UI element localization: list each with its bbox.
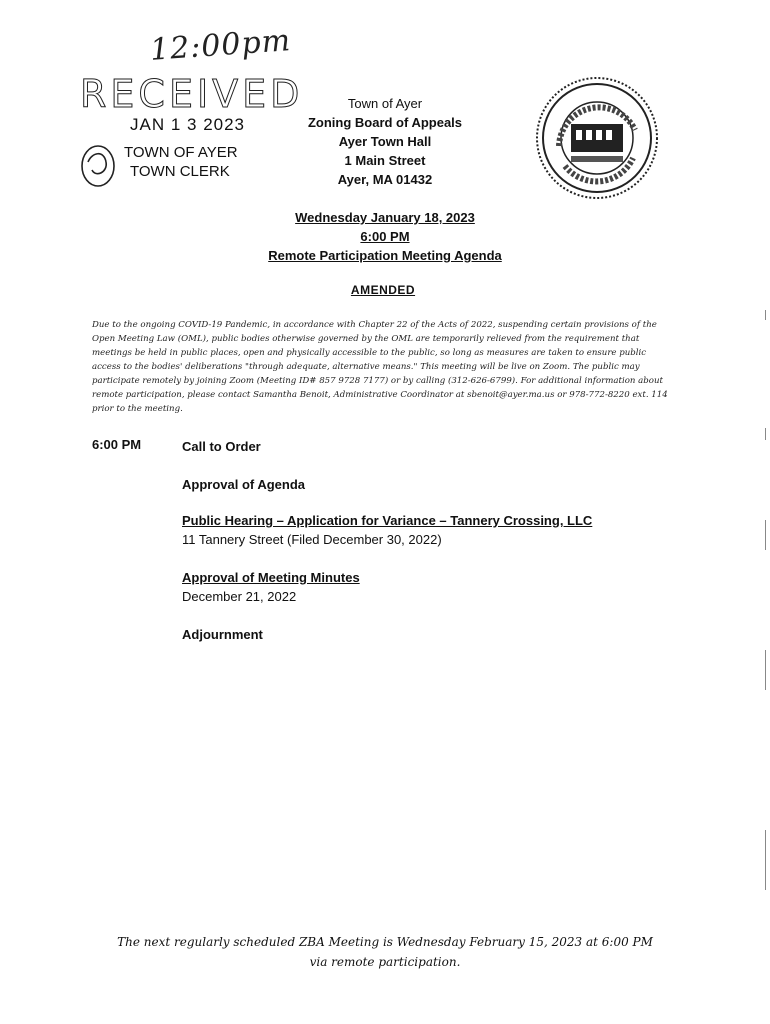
scan-artifact (765, 650, 766, 690)
scan-artifact (765, 830, 766, 890)
clerk-initials-mark (78, 140, 118, 188)
agenda-item-head: Call to Order (182, 439, 261, 454)
agenda-item-detail: 11 Tannery Street (Filed December 30, 2022) (182, 532, 442, 547)
stamp-town-line1: TOWN OF AYER (124, 144, 238, 161)
agenda-item-public-hearing (182, 511, 592, 549)
stamp-town-clerk (124, 143, 238, 181)
town-seal-icon (535, 76, 659, 200)
building-name: Ayer Town Hall (338, 134, 432, 149)
stamp-town-line2: TOWN CLERK (130, 163, 230, 180)
meeting-time: 6:00 PM (360, 229, 410, 244)
agenda-item-detail: December 21, 2022 (182, 589, 297, 604)
amended-label: AMENDED (350, 283, 416, 297)
meeting-type: Remote Participation Meeting Agenda (268, 248, 502, 263)
meeting-date: Wednesday January 18, 2023 (295, 210, 475, 225)
town-name: Town of Ayer (347, 96, 423, 111)
scan-artifact (765, 428, 766, 440)
agenda-item-head: Approval of Meeting Minutes (182, 570, 360, 585)
received-stamp: RECEIVED (80, 72, 304, 116)
covid-notice: Due to the ongoing COVID-19 Pandemic, in accordance with Chapter 22 of the Acts of 2022, suspending certain provisions of the Open Meeting Law (OML), public bodies otherwise governed by the OML are temporarily relieved from the requirement that meetings be held in public places, open and physically accessible to the public, so long as measures are taken to ensure public access to the bodies' deliberations "through adequate, alternative means." This meeting will be live on Zoom. The public may participate remotely by joining Zoom (Meeting ID# 857 9728 7177) or by calling (312-626-6799). For additional information about remote participation, please contact Samantha Benoit, Administrative Coordinator at sbenoit@ayer.ma.us or 978-772-8220 ext. 114 prior to the meeting. (92, 320, 668, 414)
agenda-start-time: 6:00 PM (92, 437, 142, 452)
next-meeting-line2: via remote participation. (309, 955, 461, 969)
next-meeting-note (0, 932, 770, 972)
stamp-date: JAN 1 3 2023 (130, 115, 246, 134)
header-address (285, 94, 485, 189)
next-meeting-line1: The next regularly scheduled ZBA Meeting is Wednesday February 15, 2023 at 6:00 PM (117, 935, 653, 949)
agenda-item-approval-of-minutes (182, 568, 360, 606)
agenda-item-adjournment (182, 625, 263, 644)
meeting-title (0, 208, 770, 265)
scan-artifact (765, 310, 766, 320)
handwritten-time: 12:00pm (148, 23, 293, 68)
board-name: Zoning Board of Appeals (307, 115, 463, 130)
agenda-item-head: Adjournment (182, 627, 263, 642)
agenda-item-call-to-order (182, 437, 261, 456)
agenda-item-head: Approval of Agenda (182, 477, 306, 492)
street-address: 1 Main Street (344, 153, 426, 168)
scan-artifact (765, 520, 766, 550)
agenda-item-approval-of-agenda (182, 475, 305, 494)
agenda-item-head: Public Hearing – Application for Variance – Tannery Crossing, LLC (182, 513, 593, 528)
city-state-zip: Ayer, MA 01432 (337, 172, 433, 187)
